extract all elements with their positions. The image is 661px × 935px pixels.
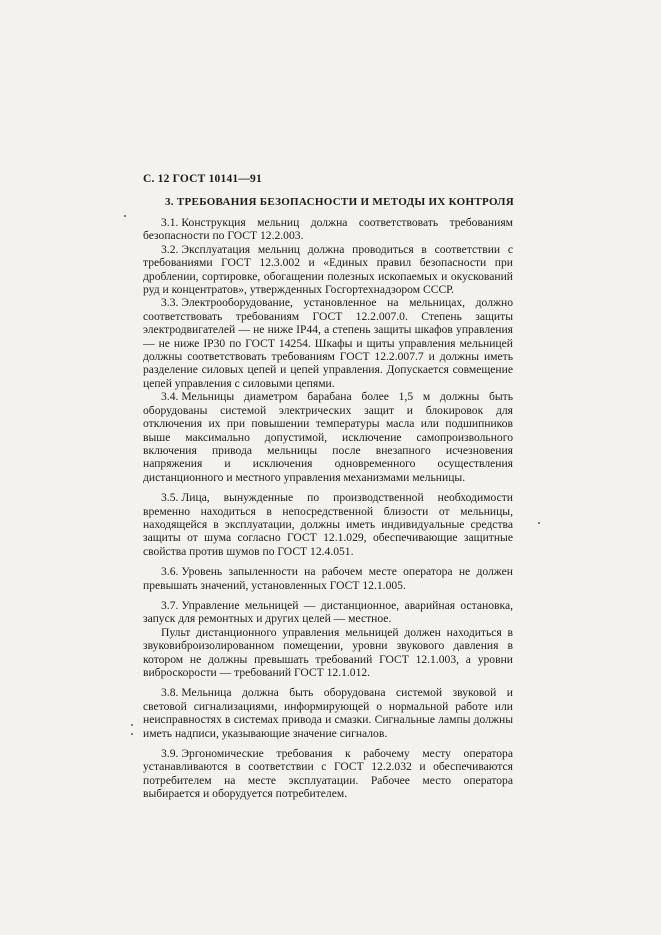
- paragraph-3-3: [143, 296, 513, 390]
- paragraph-text: Уровень запыленности на рабочем месте оператора не должен превышать значений, установленных ГОСТ 12.1.005.: [143, 565, 513, 592]
- paragraph-3-6: [143, 565, 513, 592]
- paragraph-text: Эксплуатация мельниц должна проводиться в соответствии с требованиями ГОСТ 12.3.002 и «Единых правил безопасности при дроблении, сортировке, обогащении полезных ископаемых и окускований руд и концентратов», утвержденных Госгортехнадзором СССР.: [143, 242, 513, 297]
- paragraph-3-4: [143, 390, 513, 484]
- paragraph-3-7-console: [143, 626, 513, 680]
- scan-speck: [538, 522, 540, 524]
- document-body: [143, 216, 513, 801]
- paragraph-text: Конструкция мельниц должна соответствовать требованиям безопасности по ГОСТ 12.2.003.: [143, 216, 513, 243]
- paragraph-text: Мельницы диаметром барабана более 1,5 м должны быть оборудованы системой электрических защит и блокировок для отключения их при повышении температуры масла или подшипников выше максимально допустимой, исключение самопроизвольного включения привода мельницы после внезапного исчезновения напряжения и исключения одновременного осуществления дистанционного и местного управления механизмами мельницы.: [143, 390, 513, 484]
- paragraph-text: Управление мельницей — дистанционное, аварийная остановка, запуск для ремонтных и других целей — местное.: [143, 598, 513, 626]
- paragraph-text: Лица, вынужденные по производственной необходимости временно находиться в непосредственной близости от мельницы, находящейся в эксплуатации, должны иметь индивидуальные средства защиты от шума согласно ГОСТ 12.1.029, обеспечивающие защитные свойства против шумов по ГОСТ 12.4.051.: [143, 491, 513, 558]
- paragraph-3-8: [143, 686, 513, 740]
- paragraph-number: 3.4.: [161, 390, 179, 404]
- paragraph-number: 3.3.: [161, 296, 179, 310]
- paragraph-text: Мельница должна быть оборудована системой звуковой и световой сигнализациями, информирующей о нормальной работе или неисправностях в системах привода и смазки. Сигнальные лампы должны иметь надписи, указывающие значение сигналов.: [143, 686, 513, 740]
- paragraph-number: 3.5.: [161, 491, 179, 505]
- paragraph-number: 3.8.: [161, 686, 179, 700]
- paragraph-3-2: [143, 243, 513, 297]
- page-header: С. 12 ГОСТ 10141—91: [143, 173, 262, 185]
- paragraph-3-7: [143, 599, 513, 626]
- paragraph-number: 3.7.: [161, 598, 179, 612]
- paragraph-number: 3.6.: [161, 565, 179, 579]
- section-title: 3. ТРЕБОВАНИЯ БЕЗОПАСНОСТИ И МЕТОДЫ ИХ КОНТРОЛЯ: [165, 196, 515, 208]
- paragraph-number: 3.1.: [161, 216, 179, 229]
- paragraph-3-9: [143, 747, 513, 801]
- paragraph-number: 3.2.: [161, 242, 179, 256]
- paragraph-text: Электрооборудование, установленное на мельницах, должно соответствовать требованиям ГОСТ 12.2.007.0. Степень защиты электродвигателей — не ниже IP44, а степень защиты шкафов управления — не ниже IP30 по ГОСТ 14254. Шкафы и щиты управления мельницей должны соответствовать требованиям ГОСТ 12.2.007.7 и должны иметь разделение силовых цепей и цепей управления. Допускается совмещение цепей управления с силовыми цепями.: [143, 296, 513, 390]
- paragraph-3-1: [143, 216, 513, 243]
- paragraph-text: Пульт дистанционного управления мельницей должен находиться в звуковиброизолированном помещении, уровни звукового давления в котором не должны превышать требований ГОСТ 12.1.003, а уровни виброскорости — требований ГОСТ 12.1.012.: [143, 625, 513, 679]
- paragraph-text: Эргономические требования к рабочему месту оператора устанавливаются в соответствии с ГОСТ 12.2.032 и обеспечиваются потребителем на месте эксплуатации. Рабочее место оператора выбирается и оборудуется потребителем.: [143, 747, 513, 801]
- scan-speck: [131, 724, 133, 726]
- scan-speck: [131, 733, 133, 735]
- paragraph-3-5: [143, 491, 513, 558]
- scan-speck: [124, 215, 126, 217]
- paragraph-number: 3.9.: [161, 747, 179, 761]
